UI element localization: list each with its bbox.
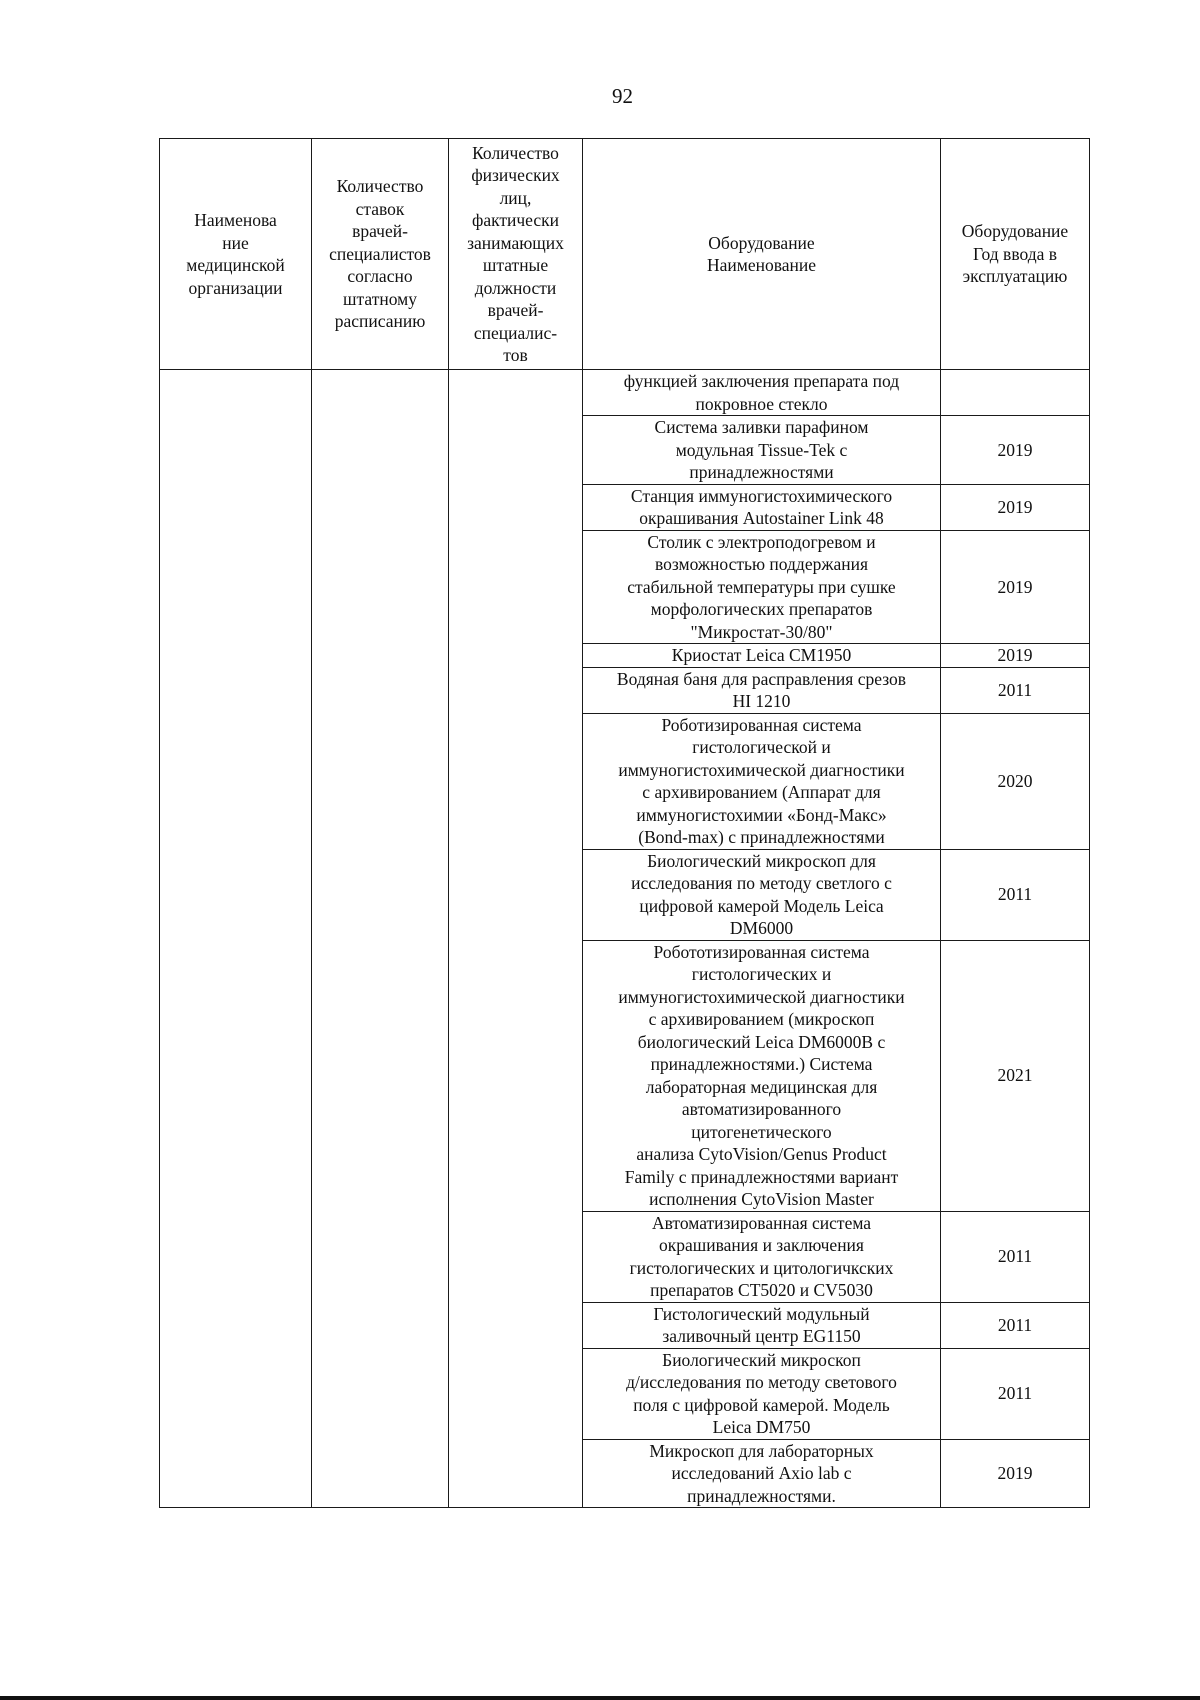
actual-persons-cell (449, 370, 583, 1508)
equipment-year-cell: 2019 (941, 1439, 1090, 1508)
equipment-name-cell: Микроскоп для лабораторных исследований Axio lab с принадлежностями. (583, 1439, 941, 1508)
equipment-year-cell: 2021 (941, 940, 1090, 1211)
equipment-year-cell: 2020 (941, 713, 1090, 849)
header-actual-persons: Количество физических лиц, фактически занимающих штатные должности врачей- специалис- тов (449, 139, 583, 370)
equipment-year-cell: 2019 (941, 644, 1090, 668)
header-equipment-year: Оборудование Год ввода в эксплуатацию (941, 139, 1090, 370)
equipment-name-cell: Столик с электроподогревом и возможностью поддержания стабильной температуры при сушке морфологических препаратов "Микростат-30/80" (583, 530, 941, 644)
page-number: 92 (612, 84, 633, 108)
equipment-year-cell: 2019 (941, 530, 1090, 644)
equipment-name-cell: Гистологический модульный заливочный центр EG1150 (583, 1302, 941, 1348)
organization-name-cell (160, 370, 312, 1508)
equipment-name-cell: Роботизированная система гистологической и иммуногистохимической диагностики с архивированием (Аппарат для иммуногистохимии «Бонд-Макс» (Bond-max) с принадлежностями (583, 713, 941, 849)
equipment-table (159, 138, 1090, 1508)
equipment-name-cell: Автоматизированная система окрашивания и заключения гистологических и цитологичкских препаратов CT5020 и CV5030 (583, 1211, 941, 1302)
header-equipment-name: Оборудование Наименование (583, 139, 941, 370)
equipment-name-cell: Криостат Leica CM1950 (583, 644, 941, 668)
equipment-year-cell: 2011 (941, 1302, 1090, 1348)
staff-positions-cell (312, 370, 449, 1508)
equipment-year-cell: 2019 (941, 484, 1090, 530)
equipment-name-cell: Станция иммуногистохимического окрашивания Autostainer Link 48 (583, 484, 941, 530)
table-row (160, 370, 1090, 416)
equipment-name-cell: Биологический микроскоп д/исследования по методу светового поля с цифровой камерой. Модель Leica DM750 (583, 1348, 941, 1439)
header-row (160, 139, 1090, 370)
equipment-name-cell: функцией заключения препарата под покровное стекло (583, 370, 941, 416)
header-staff-positions: Количество ставок врачей- специалистов согласно штатному расписанию (312, 139, 449, 370)
equipment-year-cell (941, 370, 1090, 416)
header-organization-name: Наименова ние медицинской организации (160, 139, 312, 370)
equipment-year-cell: 2011 (941, 1211, 1090, 1302)
equipment-name-cell: Робототизированная система гистологических и иммуногистохимической диагностики с архивированием (микроскоп биологический Leica DM6000B с принадлежностями.) Система лабораторная медицинская для автоматизированного цитогенетического анализа CytoVision/Genus Product Family с принадлежностями вариант исполнения CytoVision Master (583, 940, 941, 1211)
equipment-year-cell: 2011 (941, 849, 1090, 940)
equipment-name-cell: Система заливки парафином модульная Tissue-Tek с принадлежностями (583, 416, 941, 485)
bottom-scan-edge (0, 1696, 1200, 1700)
equipment-year-cell: 2011 (941, 1348, 1090, 1439)
equipment-year-cell: 2019 (941, 416, 1090, 485)
equipment-name-cell: Водяная баня для расправления срезов HI 1210 (583, 667, 941, 713)
equipment-year-cell: 2011 (941, 667, 1090, 713)
equipment-name-cell: Биологический микроскоп для исследования по методу светлого с цифровой камерой Модель Leica DM6000 (583, 849, 941, 940)
